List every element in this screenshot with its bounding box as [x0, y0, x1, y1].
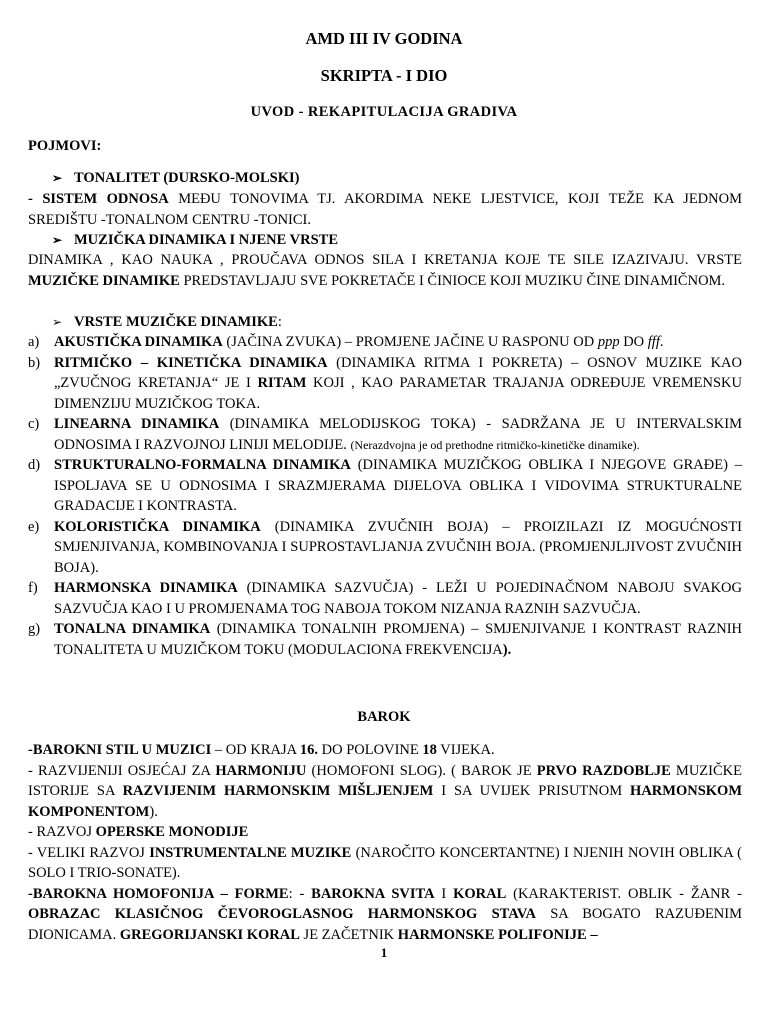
- arrow-bullet-icon: ➢: [52, 315, 63, 329]
- item-term: KOLORISTIČKA DINAMIKA: [54, 518, 261, 535]
- barok-term: PRVO RAZDOBLJE: [536, 762, 671, 779]
- barok-term: OPERSKE MONODIJE: [95, 824, 249, 840]
- item-text: DO: [619, 334, 648, 350]
- tonalitet-def-bold: - SISTEM ODNOSA: [28, 191, 169, 207]
- dinamika-def-text-a: DINAMIKA , KAO NAUKA , PROUČAVA ODNOS SILA I KRETANJA KOJE TE SILE IZAZIVAJU. VRSTE: [28, 252, 742, 268]
- barok-text: I SA UVIJEK PRISUTNOM: [433, 783, 631, 799]
- item-term: RITMIČKO – KINETIČKA DINAMIKA: [54, 354, 328, 371]
- barok-term: RAZVIJENIM HARMONSKIM MIŠLJENJEM: [122, 783, 434, 799]
- dinamika-definition: [28, 250, 742, 291]
- list-item-d: [28, 455, 742, 517]
- document-title: AMD III IV GODINA: [305, 29, 463, 48]
- document-subtitle: SKRIPTA - I DIO: [320, 66, 448, 85]
- barok-p3: [28, 822, 742, 843]
- page-number: 1: [380, 945, 388, 960]
- item-term: LINEARNA DINAMIKA: [54, 416, 220, 432]
- list-label: g): [28, 621, 41, 637]
- barok-number: 16.: [299, 742, 319, 758]
- barok-term: BAROKNA SVITA: [311, 885, 435, 902]
- barok-term: HARMONSKE POLIFONIJE –: [397, 926, 598, 943]
- item-text: (DINAMIKA MELODIJSKOG TOKA) - SADRŽANA JE U INTERVALSKIM ODNOSIMA I RAZVOJNOJ LINIJI MELODIJE.: [54, 416, 742, 453]
- dinamika-title: MUZIČKA DINAMIKA I NJENE VRSTE: [74, 232, 338, 248]
- list-label: b): [28, 354, 41, 371]
- barok-p5: [28, 884, 742, 946]
- barok-term: GREGORIJANSKI KORAL: [119, 926, 300, 943]
- section-title: UVOD - REKAPITULACIJA GRADIVA: [250, 104, 518, 120]
- item-text: .: [659, 334, 664, 350]
- bullet-dinamika: [52, 230, 742, 251]
- barok-text: (KARAKTERIST. OBLIK - ŽANR -: [506, 885, 742, 902]
- arrow-bullet-icon: ➢: [52, 171, 63, 185]
- barok-p2: [28, 761, 742, 823]
- barok-term: -BAROKNA HOMOFONIJA – FORME: [28, 885, 289, 902]
- barok-term: HARMONSKOM KOMPONENTOM: [28, 783, 743, 820]
- barok-term: INSTRUMENTALNE MUZIKE: [149, 844, 352, 861]
- barok-text: (HOMOFONI SLOG). ( BAROK JE: [306, 762, 537, 779]
- list-label: f): [28, 580, 38, 596]
- barok-text: (NAROČITO KONCERTANTNE) I NJENIH NOVIH OBLIKA ( SOLO I TRIO-SONATE).: [28, 844, 742, 881]
- barok-term: KORAL: [453, 885, 507, 902]
- list-item-c: [28, 414, 742, 455]
- item-term-ritam: RITAM: [257, 375, 307, 391]
- barok-text: - VELIKI RAZVOJ: [28, 844, 150, 861]
- barok-text: JE ZAČETNIK: [299, 926, 398, 943]
- item-text: (DINAMIKA SAZVUČJA) - LEŽI U POJEDINAČNOM NABOJU SVAKOG SAZVUČJA KAO I U PROMJENAMA TOG NABOJA TOKOM NIZANJA RAZNIH SAZVUČJA.: [54, 580, 742, 617]
- dinamika-def-bold: MUZIČKE DINAMIKE: [28, 272, 180, 289]
- list-item-e: [28, 517, 742, 579]
- arrow-bullet-icon: ➢: [52, 233, 63, 247]
- item-ppp: ppp: [597, 334, 620, 350]
- barok-text: SA BOGATO RAZUĐENIM DIONICAMA.: [28, 906, 742, 943]
- item-text-end: ).: [502, 641, 512, 658]
- tonalitet-title: TONALITET (DURSKO-MOLSKI): [74, 170, 300, 186]
- bullet-vrste: [52, 312, 742, 333]
- vrste-colon: :: [277, 314, 282, 330]
- vrste-title: VRSTE MUZIČKE DINAMIKE: [74, 314, 278, 330]
- item-text: (JAČINA ZVUKA) – PROMJENE JAČINE U RASPONU OD: [222, 334, 598, 350]
- item-fff: fff: [647, 334, 660, 350]
- barok-term: OBRAZAC KLASIČNOG ČEVOROGLASNOG HARMONSKOG STAVA: [28, 906, 536, 922]
- list-label: c): [28, 416, 40, 432]
- barok-number: 18: [422, 742, 437, 758]
- barok-text: VIJEKA.: [436, 742, 495, 758]
- list-item-g: [28, 619, 742, 660]
- list-label: d): [28, 457, 41, 473]
- barok-text: I: [434, 885, 454, 902]
- item-term: HARMONSKA DINAMIKA: [54, 580, 238, 596]
- tonalitet-definition: [28, 189, 742, 230]
- barok-text: MUZIČKE ISTORIJE SA: [28, 762, 742, 799]
- list-label: e): [28, 518, 40, 535]
- barok-content: [28, 740, 742, 945]
- item-text: (DINAMIKA RITMA I POKRETA) – OSNOV MUZIKE KAO „ZVUČNOG KRETANJA“ JE I: [54, 354, 742, 391]
- dinamika-def-text-b: PREDSTAVLJAJU SVE POKRETAČE I ČINIOCE KOJI MUZIKU ČINE DINAMIČNOM.: [179, 272, 726, 289]
- list-item-f: [28, 578, 742, 619]
- barok-term: -BAROKNI STIL U MUZICI: [28, 742, 212, 758]
- item-text: (DINAMIKA TONALNIH PROMJENA) – SMJENJIVANJE I KONTRAST RAZNIH TONALITETA U MUZIČKOM TOKU (MODULACIONA FREKVENCIJA: [54, 621, 742, 658]
- barok-text: - RAZVOJ: [28, 824, 96, 840]
- barok-heading: BAROK: [357, 709, 411, 725]
- barok-text: DO POLOVINE: [318, 742, 423, 758]
- item-text: KOJI , KAO PARAMETAR TRAJANJA ODREĐUJE VREMENSKU DIMENZIJU MUZIČKOG TOKA.: [54, 375, 742, 412]
- item-note: (Nerazdvojna je od prethodne ritmičko-kinetičke dinamike).: [350, 437, 640, 452]
- barok-text: – OD KRAJA: [211, 742, 300, 758]
- bullet-tonalitet: [52, 168, 742, 189]
- item-term: AKUSTIČKA DINAMIKA: [54, 334, 223, 350]
- pojmovi-heading: POJMOVI:: [28, 138, 102, 154]
- tonalitet-def-text: MEĐU TONOVIMA TJ. AKORDIMA NEKE LJESTVICE, KOJI TEŽE KA JEDNOM SREDIŠTU -TONALNOM CENTRU -TONICI.: [28, 191, 742, 228]
- item-term: TONALNA DINAMIKA: [54, 621, 211, 637]
- barok-text: - RAZVIJENIJI OSJEĆAJ ZA: [28, 762, 216, 779]
- item-text: (DINAMIKA MUZIČKOG OBLIKA I NJEGOVE GRAĐE) – ISPOLJAVA SE U ODNOSIMA I SRAZMJERAMA DIJELOVA OBLIKA I VIDOVIMA STRUKTURALNE GRADACIJE I KONTRASTA.: [54, 457, 742, 514]
- barok-p1: [28, 740, 742, 761]
- barok-p4: [28, 843, 742, 884]
- item-text: (DINAMIKA ZVUČNIH BOJA) – PROIZILAZI IZ MOGUĆNOSTI SMJENJIVANJA, KOMBINOVANJA I SUPROSTAVLJANJA ZVUČNIH BOJA. (PROMJENJLJIVOST ZVUČNIH BOJA).: [54, 518, 743, 576]
- item-term: STRUKTURALNO-FORMALNA DINAMIKA: [54, 457, 351, 473]
- list-label: a): [28, 334, 40, 350]
- list-item-a: [28, 332, 742, 353]
- barok-term: HARMONIJU: [215, 762, 307, 779]
- vrste-list: [28, 332, 742, 660]
- list-item-b: [28, 353, 742, 415]
- barok-text: : -: [288, 885, 312, 902]
- barok-text: ).: [149, 803, 158, 820]
